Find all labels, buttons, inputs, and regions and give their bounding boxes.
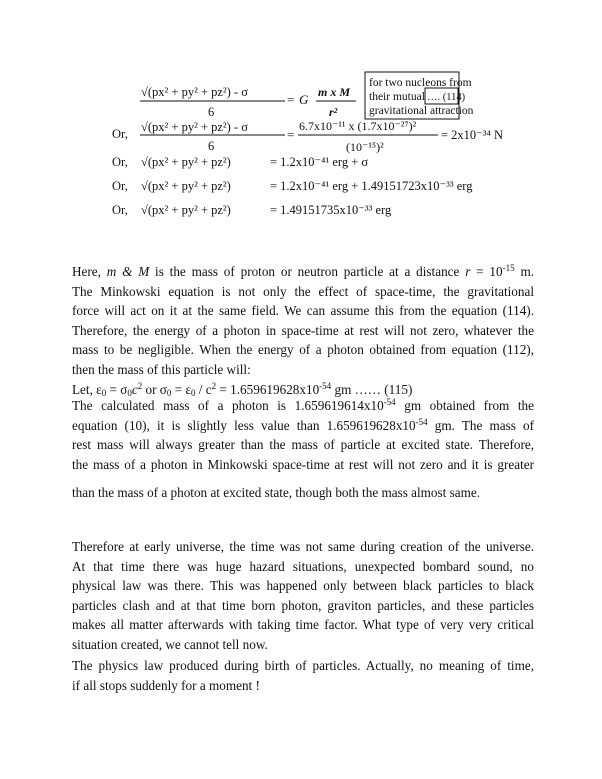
equations-block <box>0 0 602 240</box>
equation-3 <box>112 155 368 169</box>
eq5-rhs: = 1.49151735x10⁻³³ erg <box>270 203 392 217</box>
equation-5 <box>112 203 392 217</box>
eq2-lhs-den: 6 <box>208 139 215 153</box>
eq1-den: r² <box>329 105 338 119</box>
eq2-lhs-expr: √(px² + py² + pz²) - σ <box>141 120 248 134</box>
eq3-rhs: = 1.2x10⁻⁴¹ erg + σ <box>270 155 369 169</box>
let-equation-115: Let, $\varepsilon_0 = \sigma_0c^2$ or $\sigma_0 = \varepsilon_0 / c^2 = 1.659619628x10^{-54}$ gm …… (115) <box>72 380 413 398</box>
p1-line1: Here, m & M is the mass of proton or neutron particle at a distance $r = 10^{-15}$ m. <box>72 263 535 279</box>
svg-text:=: = <box>287 127 295 142</box>
eq1-const: G <box>299 92 309 107</box>
p4-line6: situation created, we cannot tell now. <box>72 636 268 652</box>
p4-line4: particles clash and at that time born photon, graviton particles, and these particles <box>72 597 534 613</box>
p1-line5: mass to be negligible. When the energy of a photon obtained from equation (112), <box>72 342 534 358</box>
eq1-box-line3: gravitational attraction <box>369 105 474 117</box>
eq3-prefix: Or, <box>112 155 128 169</box>
paragraph-4 <box>72 537 534 655</box>
eq2-rhs: = 2x10⁻³⁴ N <box>441 128 504 142</box>
p1-line6: then the mass of this particle will: <box>72 361 251 377</box>
paragraph-1 <box>72 262 534 399</box>
eq3-lhs: √(px² + py² + pz²) <box>141 155 231 169</box>
eq5-lhs: √(px² + py² + pz²) <box>141 203 231 217</box>
paragraph-3 <box>72 483 534 503</box>
p2-line4: the mass of a photon in Minkowski space-time at rest will not zero and it is greater <box>72 456 534 472</box>
eq1-num: m x M <box>318 85 351 99</box>
p2-line2: equation (10), it is slightly less value than $1.659619628x10^{-54}$ gm. The mass of <box>72 416 534 433</box>
eq1-box-line1: for two nucleons from <box>369 77 472 89</box>
eq1-box-line2: their mutual <box>369 91 425 103</box>
p3-line1: than the mass of a photon at excited state, though both the mass almost same. <box>72 485 480 500</box>
eq4-rhs: = 1.2x10⁻⁴¹ erg + 1.49151723x10⁻³³ erg <box>270 179 473 193</box>
eq2-num: 6.7x10⁻¹¹ x (1.7x10⁻²⁷)² <box>299 119 417 133</box>
p4-line5: makes all matter afterwards with taking time factor. What type of very very critical <box>72 617 534 633</box>
paragraph-5 <box>72 656 534 695</box>
p4-line3: physical law was there. This was happened only between black particles to black <box>72 578 534 594</box>
eq1-box-ref: …. (114) <box>427 92 466 103</box>
eq4-lhs: √(px² + py² + pz²) <box>141 179 231 193</box>
equation-114 <box>140 72 474 119</box>
p1-line4: Therefore, the energy of a photon in space-time at rest will not zero, whatever the <box>72 322 534 338</box>
eq2-prefix: Or, <box>112 127 128 141</box>
paragraph-2 <box>72 396 534 474</box>
eq1-lhs-expr: √(px² + py² + pz²) - σ <box>141 85 248 99</box>
p1-line2: The Minkowski equation is not only the effect of space-time, the gravitational <box>72 283 534 299</box>
eq1-equals: = <box>287 92 295 107</box>
p4-line2: At that time there was huge hazard situations, unexpected bombard sound, no <box>72 558 534 574</box>
eq1-lhs-den: 6 <box>208 105 215 119</box>
p5-line2: if all stops suddenly for a moment ! <box>72 677 260 693</box>
equation-4 <box>112 179 473 193</box>
p1-line3: force will act on it at the same field. We can assume this from the equation (114). <box>72 303 534 319</box>
eq5-prefix: Or, <box>112 203 128 217</box>
p5-line1: The physics law produced during birth of particles. Actually, no meaning of time, <box>72 658 534 673</box>
p2-line1: The calculated mass of a photon is $1.659619614x10^{-54}$ gm obtained from the <box>72 397 534 413</box>
equation-2 <box>112 119 503 154</box>
eq2-den: (10⁻¹⁵)² <box>346 140 384 154</box>
p4-line1: Therefore at early universe, the time was not same during creation of the universe. <box>72 539 534 554</box>
p2-line3: rest mass will always greater than the mass of particle at excited state. Therefore, <box>72 437 534 453</box>
eq4-prefix: Or, <box>112 179 128 193</box>
